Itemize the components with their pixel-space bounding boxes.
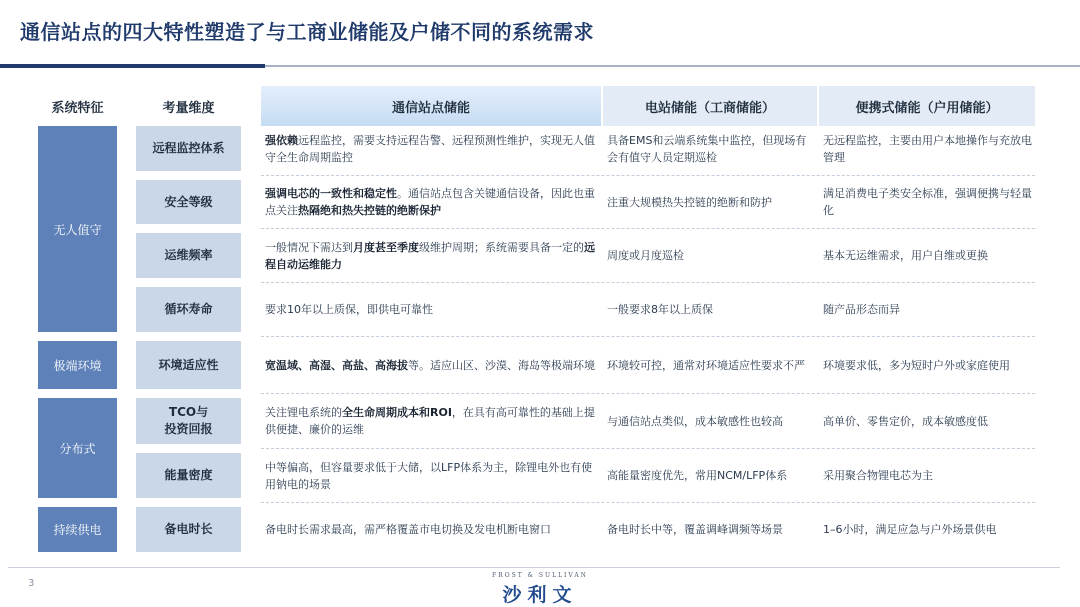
title-underline (265, 65, 1080, 67)
telecom-cell (265, 453, 599, 498)
portable-cell: 基本无运维需求，用户自维或更换 (823, 249, 988, 262)
logo: 沙利文 (502, 584, 578, 606)
dimension-cell: 环境适应性 (136, 341, 241, 389)
portable-cell: 环境要求低，多为短时户外或家庭使用 (823, 358, 1010, 372)
emphasis-text: 全生命周期成本和ROI (342, 406, 452, 419)
portable-cell: 采用聚合物锂电芯为主 (823, 469, 933, 482)
power-station-cell: 具备EMS和云端系统集中监控，但现场有会有值守人员定期巡检 (607, 133, 807, 164)
header-dimension: 考量维度 (162, 100, 215, 116)
body-text: 。通信站点包含关键通信设备，因此也重点关注 (265, 187, 595, 217)
row-divider (261, 282, 1035, 283)
body-text: 一般情况下需达到 (265, 240, 353, 254)
header-power-station-storage: 电站储能（工商储能） (603, 86, 817, 126)
emphasis-text: 强依赖 (265, 133, 298, 147)
portable-cell: 满足消费电子类安全标准，强调便携与轻量化 (823, 187, 1032, 217)
body-text: 要求10年以上质保，即供电可靠性 (265, 303, 433, 316)
telecom-cell (265, 287, 599, 332)
dimension-cell: 循环寿命 (136, 287, 241, 332)
dimension-cell: 运维频率 (136, 233, 241, 278)
row-divider (261, 336, 1035, 337)
body-text: ，在具有高可靠性的基础上提供便捷、廉价的运维 (265, 406, 595, 436)
cell-text (265, 301, 433, 318)
cell-text (265, 521, 551, 538)
portable-cell: 1–6小时，满足应急与户外场景供电 (823, 523, 997, 536)
emphasis-text: 热隔绝和热失控链的绝断保护 (298, 204, 441, 217)
footer-divider (8, 567, 1060, 568)
telecom-cell (265, 507, 599, 552)
row-divider (261, 393, 1035, 394)
row-divider (261, 175, 1035, 176)
body-text: 等。适应山区、沙漠、海岛等极端环境 (408, 358, 595, 372)
page-number: 3 (28, 578, 35, 589)
feature-unattended: 无人值守 (38, 126, 117, 332)
power-station-cell: 高能量密度优先，常用NCM/LFP体系 (607, 469, 788, 482)
cell-text (265, 239, 599, 273)
power-station-cell: 备电时长中等，覆盖调峰调频等场景 (607, 523, 783, 536)
telecom-cell (265, 180, 599, 224)
portable-cell: 高单价、零售定价，成本敏感度低 (823, 414, 988, 428)
page-title: 通信站点的四大特性塑造了与工商业储能及户储不同的系统需求 (20, 20, 594, 44)
body-text: 备电时长需求最高，需严格覆盖市电切换及发电机断电窗口 (265, 523, 551, 536)
feature-continuous-power: 持续供电 (38, 507, 117, 552)
emphasis-text: 远程自动运维能力 (265, 240, 595, 271)
cell-text (265, 459, 599, 493)
portable-cell: 随产品形态而异 (823, 303, 900, 316)
dimension-cell: 远程监控体系 (136, 126, 241, 171)
telecom-cell (265, 341, 599, 389)
telecom-cell (265, 126, 599, 171)
title-underline-accent (0, 64, 265, 68)
dimension-cell: TCO与 投资回报 (136, 398, 241, 444)
portable-cell: 无远程监控，主要由用户本地操作与充放电管理 (823, 133, 1032, 164)
feature-distributed: 分布式 (38, 398, 117, 498)
header-portable-storage: 便携式储能（户用储能） (819, 86, 1035, 126)
body-text: 远程监控，需要支持远程告警、远程预测性维护，实现无人值守全生命周期监控 (265, 133, 595, 164)
power-station-cell: 环境较可控，通常对环境适应性要求不严 (607, 358, 805, 372)
dimension-cell: 安全等级 (136, 180, 241, 224)
power-station-cell: 一般要求8年以上质保 (607, 303, 713, 316)
emphasis-text: 宽温域、高湿、高盐、高海拔 (265, 358, 408, 372)
cell-text (265, 357, 595, 374)
power-station-cell: 周度或月度巡检 (607, 249, 684, 262)
cell-text (265, 132, 599, 166)
dimension-cell: 备电时长 (136, 507, 241, 552)
feature-extreme-environment: 极端环境 (38, 341, 117, 389)
emphasis-text: 月度甚至季度 (353, 240, 419, 254)
cell-text (265, 185, 599, 219)
emphasis-text: 强调电芯的一致性和稳定性 (265, 187, 397, 200)
power-station-cell: 与通信站点类似，成本敏感性也较高 (607, 414, 783, 428)
logo-subtitle: FROST & SULLIVAN (492, 572, 588, 579)
telecom-cell (265, 398, 599, 444)
telecom-cell (265, 233, 599, 278)
header-telecom-storage: 通信站点储能 (261, 86, 601, 126)
row-divider (261, 502, 1035, 503)
header-feature: 系统特征 (51, 100, 104, 116)
row-divider (261, 448, 1035, 449)
row-divider (261, 228, 1035, 229)
dimension-cell: 能量密度 (136, 453, 241, 498)
cell-text (265, 404, 599, 438)
power-station-cell: 注重大规模热失控链的绝断和防护 (607, 195, 772, 209)
body-text: 级维护周期；系统需要具备一定的 (419, 240, 584, 254)
body-text: 关注锂电系统的 (265, 406, 342, 419)
body-text: 中等偏高，但容量要求低于大储，以LFP体系为主，除锂电外也有使用钠电的场景 (265, 460, 593, 491)
